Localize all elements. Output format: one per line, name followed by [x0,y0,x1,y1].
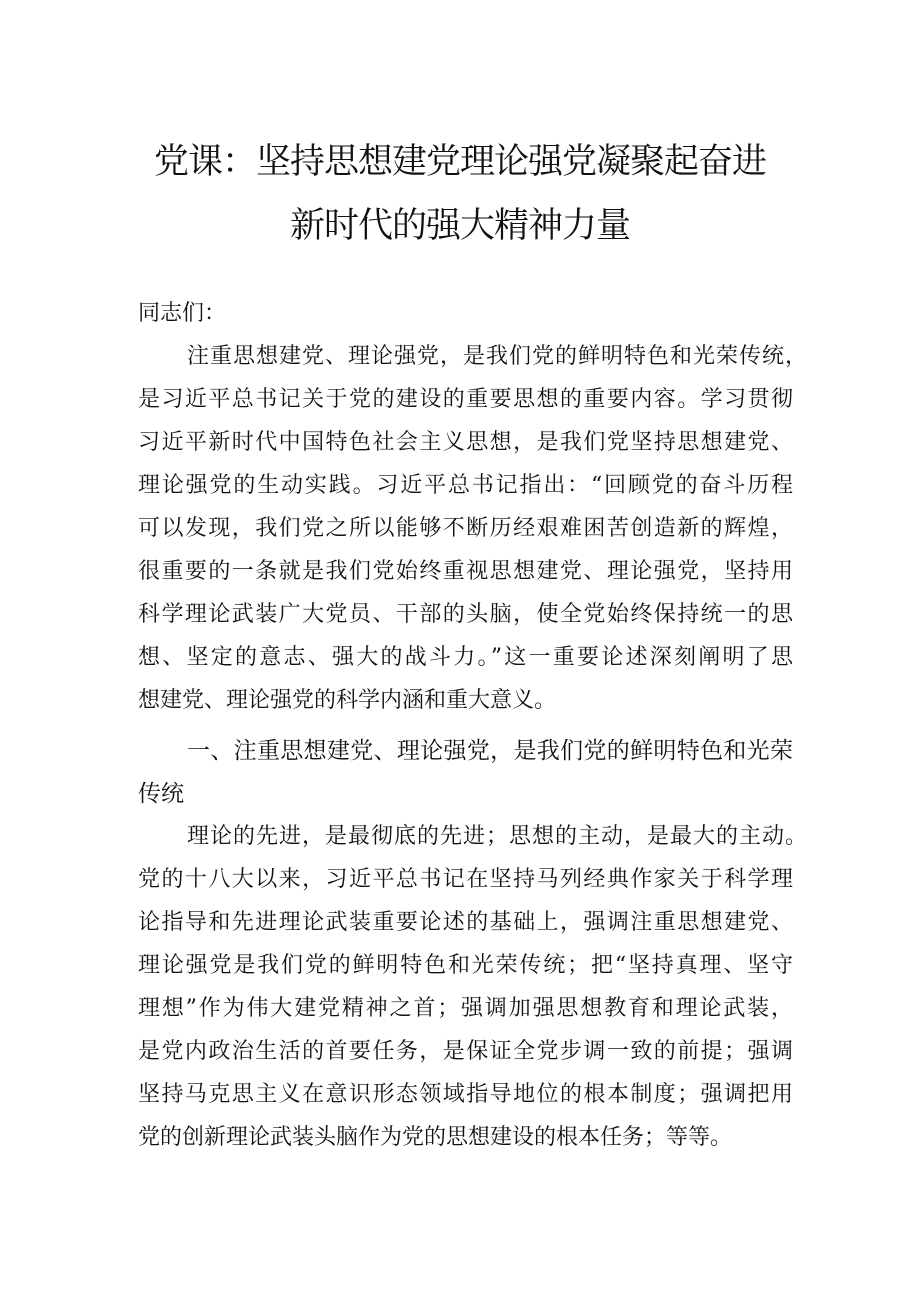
paragraph-1-line: 是习近平总书记关于党的建设的重要思想的重要内容。学习贯彻 [138,387,793,412]
paragraph-2-line: 是党内政治生活的首要任务，是保证全党步调一致的前提；强调 [138,1039,793,1064]
paragraph-2-line: 理想”作为伟大建党精神之首；强调加强思想教育和理论武装， [138,996,793,1021]
paragraph-1-line: 习近平新时代中国特色社会主义思想，是我们党坚持思想建党、 [138,430,793,455]
salutation: 同志们： [138,301,227,326]
paragraph-2-line: 理论的先进，是最彻底的先进；思想的主动，是最大的主动。 [187,824,807,849]
paragraph-1-line: 很重要的一条就是我们党始终重视思想建党、理论强党，坚持用 [138,559,793,584]
paragraph-2-line: 党的十八大以来，习近平总书记在坚持马列经典作家关于科学理 [138,867,793,892]
section-heading-1-line: 传统 [138,781,184,807]
document-title-line-2: 新时代的强大精神力量 [289,206,630,246]
paragraph-2-line: 论指导和先进理论武装重要论述的基础上，强调注重思想建党、 [138,910,793,935]
paragraph-1-line: 想建党、理论强党的科学内涵和重大意义。 [138,688,557,713]
paragraph-1-line: 可以发现，我们党之所以能够不断历经艰难困苦创造新的辉煌， [138,516,793,541]
paragraph-2-line: 理论强党是我们党的鲜明特色和光荣传统；把“坚持真理、坚守 [138,953,793,978]
section-heading-1-line: 一、注重思想建党、理论强党，是我们党的鲜明特色和光荣 [187,738,793,764]
document-title-line-1: 党课：坚持思想建党理论强党凝聚起奋进 [153,142,766,182]
paragraph-2-line: 坚持马克思主义在意识形态领域指导地位的根本制度；强调把用 [138,1082,793,1107]
paragraph-1-line: 理论强党的生动实践。习近平总书记指出：“回顾党的奋斗历程 [138,473,793,498]
paragraph-1-line: 想、坚定的意志、强大的战斗力。”这一重要论述深刻阐明了思 [138,645,793,670]
paragraph-2-line: 党的创新理论武装头脑作为党的思想建设的根本任务；等等。 [138,1125,733,1150]
paragraph-1-line: 注重思想建党、理论强党，是我们党的鲜明特色和光荣传统， [187,344,807,369]
paragraph-1-line: 科学理论武装广大党员、干部的头脑，使全党始终保持统一的思 [138,602,793,627]
